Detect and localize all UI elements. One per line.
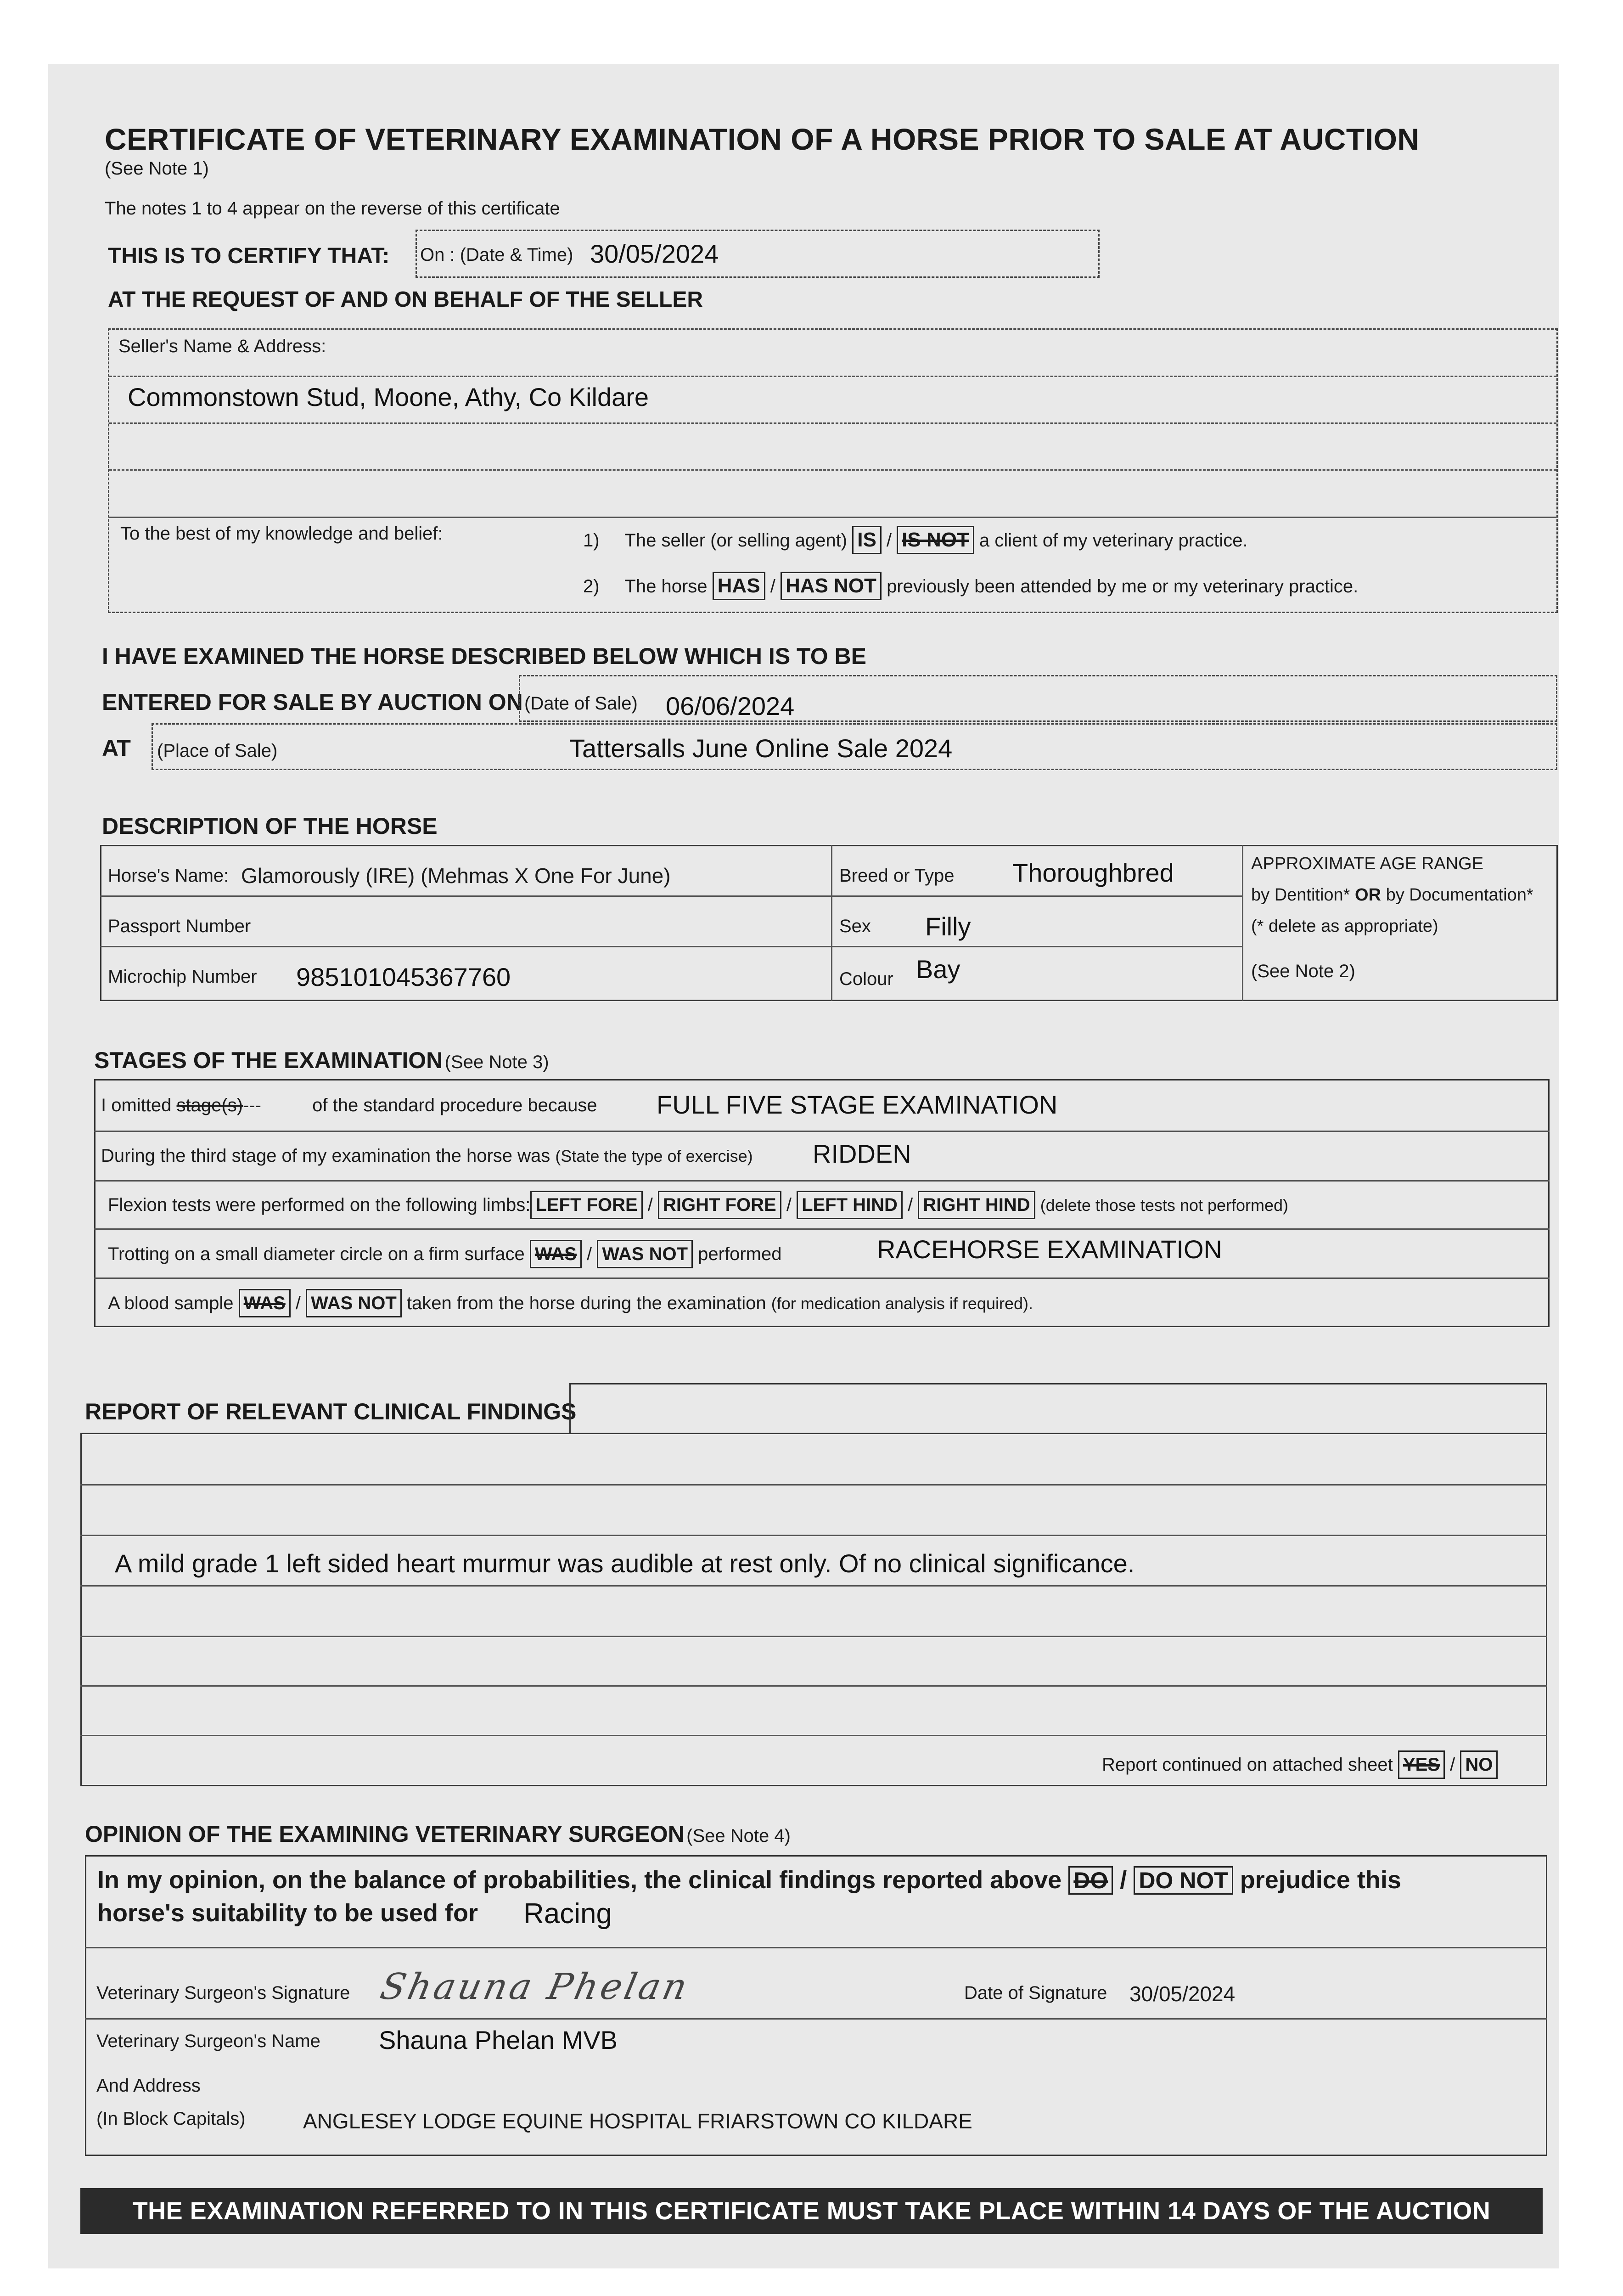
stages-heading-note: (See Note 3) <box>444 1052 549 1072</box>
trotting-label: Trotting on a small diameter circle on a firm surface <box>108 1244 525 1264</box>
seller-name-label: Seller's Name & Address: <box>118 336 326 356</box>
trotting-post: performed <box>698 1244 782 1264</box>
signature-label: Veterinary Surgeon's Signature <box>96 1983 350 2003</box>
stmt2-num: 2) <box>583 576 600 597</box>
seller-address-line1: Commonstown Stud, Moone, Athy, Co Kildare <box>128 383 649 411</box>
statement-2 <box>583 572 1358 600</box>
certify-label: THIS IS TO CERTIFY THAT: <box>108 244 390 268</box>
flexion-slash-3: / <box>908 1195 913 1215</box>
stmt1-post: a client of my veterinary practice. <box>979 530 1248 551</box>
report-line-5 <box>80 1685 1547 1687</box>
statement-1 <box>583 526 1248 554</box>
omitted-row <box>101 1095 597 1116</box>
report-continued-label: Report continued on attached sheet <box>1102 1755 1393 1775</box>
continued-slash: / <box>1450 1755 1455 1775</box>
date-signature-label: Date of Signature <box>964 1983 1107 2003</box>
stages-heading <box>94 1047 549 1074</box>
blood-note: (for medication analysis if required). <box>771 1294 1033 1313</box>
blood-slash: / <box>295 1293 301 1313</box>
footer-banner: THE EXAMINATION REFERRED TO IN THIS CERTIFICATE MUST TAKE PLACE WITHIN 14 DAYS OF THE AUCTION <box>80 2188 1543 2234</box>
stages-row-line-1 <box>94 1131 1550 1132</box>
sex-label: Sex <box>839 916 871 936</box>
stages-row-line-2 <box>94 1180 1550 1182</box>
omitted-dash: --- <box>243 1095 261 1115</box>
microchip-value: 985101045367760 <box>296 962 511 991</box>
sale-date-label: (Date of Sale) <box>524 693 638 714</box>
date-signature-value: 30/05/2024 <box>1129 1982 1236 2006</box>
flexion-slash-2: / <box>786 1195 792 1215</box>
certificate-title: CERTIFICATE OF VETERINARY EXAMINATION OF A HORSE PRIOR TO SALE AT AUCTION <box>105 122 1420 156</box>
description-col-line-2 <box>1242 845 1243 1001</box>
stmt1-slash: / <box>886 530 892 551</box>
seller-divider-4 <box>109 517 1556 518</box>
on-date-value: 30/05/2024 <box>590 239 719 268</box>
address-label-2: (In Block Capitals) <box>96 2109 246 2129</box>
continued-option-no[interactable]: NO <box>1460 1750 1498 1779</box>
blood-post: taken from the horse during the examination <box>406 1293 766 1313</box>
trotting-option-was[interactable]: WAS <box>530 1240 582 1268</box>
flexion-row <box>108 1191 1288 1219</box>
blood-row <box>108 1289 1033 1317</box>
flexion-right-hind[interactable]: RIGHT HIND <box>918 1191 1035 1219</box>
entered-label: ENTERED FOR SALE BY AUCTION ON <box>102 689 523 715</box>
report-line-4 <box>80 1636 1547 1637</box>
stmt1-option-is-not[interactable]: IS NOT <box>897 526 974 554</box>
sale-place-label: (Place of Sale) <box>157 741 278 761</box>
surgeon-name-label: Veterinary Surgeon's Name <box>96 2031 320 2051</box>
opinion-option-do-not[interactable]: DO NOT <box>1134 1866 1233 1895</box>
stmt1-pre: The seller (or selling agent) <box>624 530 848 551</box>
opinion-slash: / <box>1120 1866 1127 1894</box>
seller-divider-2 <box>109 422 1556 424</box>
blood-pre: A blood sample <box>108 1293 234 1313</box>
age-documentation: by Documentation* <box>1386 885 1533 905</box>
opinion-line-2-text: horse's suitability to be used for <box>97 1899 478 1927</box>
opinion-line1-pre: In my opinion, on the balance of probabilities, the clinical findings reported above <box>97 1866 1062 1894</box>
examined-line: I HAVE EXAMINED THE HORSE DESCRIBED BELOW WHICH IS TO BE <box>102 643 866 669</box>
opinion-use-value: Racing <box>523 1898 612 1930</box>
opinion-line-1-text <box>97 1866 1401 1895</box>
opinion-heading-text: OPINION OF THE EXAMINING VETERINARY SURGEON <box>85 1821 685 1847</box>
surgeon-name-value: Shauna Phelan MVB <box>379 2026 618 2054</box>
report-line-6 <box>80 1735 1547 1736</box>
opinion-line-1 <box>85 1947 1547 1948</box>
horse-name-label: Horse's Name: <box>108 866 229 886</box>
blood-option-was-not[interactable]: WAS NOT <box>306 1289 402 1317</box>
stmt2-post: previously been attended by me or my veterinary practice. <box>887 576 1359 597</box>
report-line-3 <box>80 1585 1547 1587</box>
horse-name-value: Glamorously (IRE) (Mehmas X One For June) <box>241 864 671 888</box>
flexion-left-fore[interactable]: LEFT FORE <box>530 1191 642 1219</box>
trotting-row <box>108 1240 781 1268</box>
trotting-slash: / <box>587 1244 592 1264</box>
knowledge-label: To the best of my knowledge and belief: <box>120 523 443 544</box>
flexion-slash-1: / <box>647 1195 653 1215</box>
flexion-left-hind[interactable]: LEFT HIND <box>797 1191 903 1219</box>
trotting-option-was-not[interactable]: WAS NOT <box>597 1240 693 1268</box>
stages-heading-text: STAGES OF THE EXAMINATION <box>94 1047 443 1073</box>
address-label-1: And Address <box>96 2076 201 2096</box>
seller-box <box>108 328 1558 613</box>
trotting-value: RACEHORSE EXAMINATION <box>877 1235 1222 1264</box>
blood-option-was[interactable]: WAS <box>239 1289 291 1317</box>
report-table <box>80 1433 1547 1786</box>
request-line: AT THE REQUEST OF AND ON BEHALF OF THE SELLER <box>108 287 703 312</box>
colour-label: Colour <box>839 969 893 989</box>
on-date-label: On : (Date & Time) <box>420 245 573 265</box>
omitted-post: of the standard procedure because <box>312 1095 597 1115</box>
age-or: OR <box>1355 885 1382 905</box>
opinion-line-2 <box>85 2018 1547 2020</box>
signature-value: Shauna Phelan <box>376 1966 694 2008</box>
at-label: AT <box>102 735 131 761</box>
third-stage-value: RIDDEN <box>813 1139 911 1168</box>
report-heading-box <box>569 1383 1547 1434</box>
description-col-line-1 <box>831 845 832 1001</box>
breed-label: Breed or Type <box>839 866 955 886</box>
seller-divider-3 <box>109 469 1556 471</box>
report-heading: REPORT OF RELEVANT CLINICAL FINDINGS <box>85 1399 577 1424</box>
opinion-line1-post: prejudice this <box>1240 1866 1401 1894</box>
flexion-right-fore[interactable]: RIGHT FORE <box>658 1191 781 1219</box>
seller-divider-1 <box>109 376 1556 377</box>
age-line-2 <box>1251 885 1533 905</box>
third-stage-row <box>101 1146 753 1166</box>
description-row-line-2 <box>100 946 1242 947</box>
age-line-3: (* delete as appropriate) <box>1251 917 1438 936</box>
stmt2-option-has-not[interactable]: HAS NOT <box>781 572 882 600</box>
passport-label: Passport Number <box>108 916 251 936</box>
microchip-label: Microchip Number <box>108 967 257 987</box>
stmt1-num: 1) <box>583 530 600 551</box>
see-note-1: (See Note 1) <box>105 158 209 179</box>
age-heading: APPROXIMATE AGE RANGE <box>1251 854 1484 873</box>
notes-line: The notes 1 to 4 appear on the reverse of this certificate <box>105 198 560 219</box>
report-line-2 <box>80 1535 1547 1536</box>
continued-option-yes[interactable]: YES <box>1398 1750 1445 1779</box>
address-value: ANGLESEY LODGE EQUINE HOSPITAL FRIARSTOWN CO KILDARE <box>303 2109 972 2133</box>
omitted-pre: I omitted <box>101 1095 172 1115</box>
third-stage-label: During the third stage of my examination the horse was <box>101 1146 550 1166</box>
report-continued-row <box>1102 1750 1498 1779</box>
description-row-line-1 <box>100 895 1242 897</box>
colour-value: Bay <box>916 955 960 984</box>
stages-row-line-4 <box>94 1277 1550 1279</box>
omitted-value: FULL FIVE STAGE EXAMINATION <box>657 1090 1058 1119</box>
stmt2-pre: The horse <box>624 576 708 597</box>
report-line-1 <box>80 1484 1547 1486</box>
stmt2-slash: / <box>770 576 775 597</box>
age-dentition: by Dentition* <box>1251 885 1350 905</box>
breed-value: Thoroughbred <box>1012 858 1174 887</box>
sale-place-value: Tattersalls June Online Sale 2024 <box>569 734 953 763</box>
description-heading: DESCRIPTION OF THE HORSE <box>102 813 438 839</box>
stmt2-option-has[interactable]: HAS <box>713 572 765 600</box>
opinion-heading <box>85 1821 791 1847</box>
sex-value: Filly <box>925 912 971 941</box>
stmt1-option-is[interactable]: IS <box>852 526 882 554</box>
opinion-option-do[interactable]: DO <box>1068 1866 1113 1895</box>
flexion-note: (delete those tests not performed) <box>1040 1196 1289 1215</box>
omitted-struck: stage(s) <box>176 1095 243 1115</box>
sale-date-value: 06/06/2024 <box>666 692 795 720</box>
third-stage-note: (State the type of exercise) <box>555 1147 753 1165</box>
stages-row-line-3 <box>94 1228 1550 1230</box>
report-finding: A mild grade 1 left sided heart murmur was audible at rest only. Of no clinical significance. <box>115 1549 1135 1578</box>
age-note: (See Note 2) <box>1251 961 1355 981</box>
opinion-heading-note: (See Note 4) <box>686 1826 791 1846</box>
flexion-label: Flexion tests were performed on the following limbs: <box>108 1195 531 1215</box>
